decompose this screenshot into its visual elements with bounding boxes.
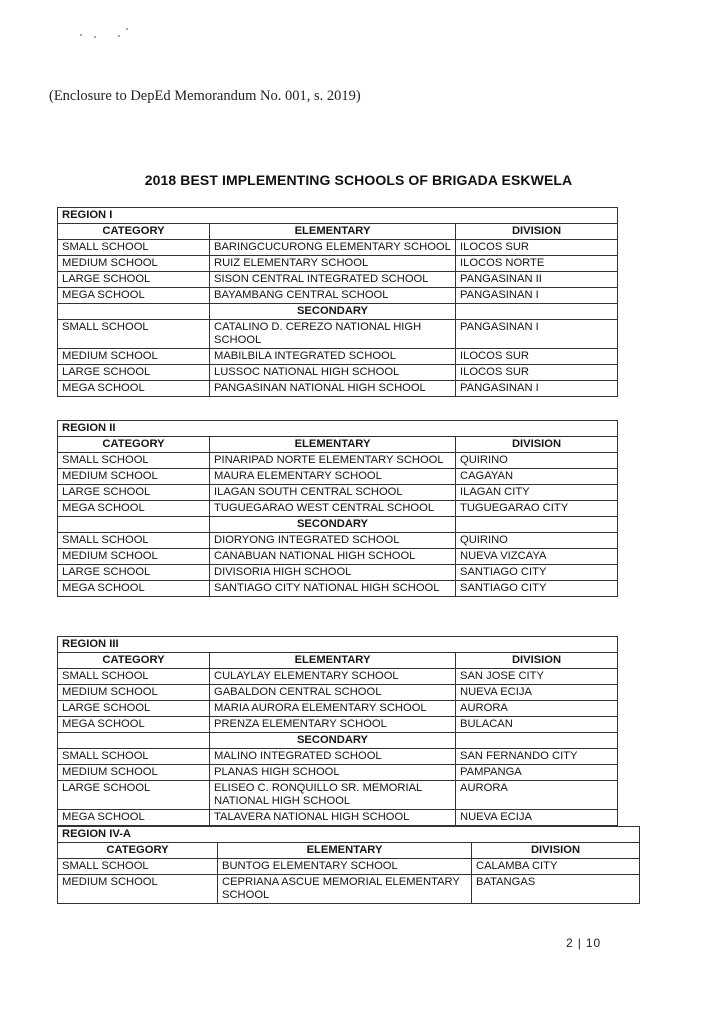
region-table-region-iv-a (57, 826, 640, 904)
school-cell: PRENZA ELEMENTARY SCHOOL (210, 717, 456, 733)
school-cell: CULAYLAY ELEMENTARY SCHOOL (210, 669, 456, 685)
page-number (566, 936, 601, 950)
page-total: 10 (585, 936, 602, 950)
table-row (58, 453, 618, 469)
header-elementary: ELEMENTARY (210, 437, 456, 453)
blank-cell (58, 517, 210, 533)
table-row (58, 256, 618, 272)
table-row (58, 701, 618, 717)
school-cell: MABILBILA INTEGRATED SCHOOL (210, 349, 456, 365)
table-row (58, 469, 618, 485)
school-cell: BAYAMBANG CENTRAL SCHOOL (210, 288, 456, 304)
table-row (58, 765, 618, 781)
category-cell: MEDIUM SCHOOL (58, 469, 210, 485)
table-row (58, 365, 618, 381)
enclosure-note: (Enclosure to DepEd Memorandum No. 001, s. 2019) (49, 88, 361, 104)
secondary-header-row (58, 304, 618, 320)
division-cell: PANGASINAN I (456, 381, 618, 397)
region-name-row (58, 421, 618, 437)
header-row (58, 843, 640, 859)
division-cell: ILOCOS SUR (456, 349, 618, 365)
scan-specks (44, 26, 144, 46)
header-row (58, 653, 618, 669)
category-cell: LARGE SCHOOL (58, 485, 210, 501)
header-division: DIVISION (456, 224, 618, 240)
header-division: DIVISION (472, 843, 640, 859)
division-cell: SANTIAGO CITY (456, 581, 618, 597)
header-row (58, 437, 618, 453)
region-table-region-iii (57, 636, 618, 826)
table-row (58, 501, 618, 517)
school-cell: BUNTOG ELEMENTARY SCHOOL (218, 859, 472, 875)
division-cell: ILOCOS SUR (456, 240, 618, 256)
category-cell: LARGE SCHOOL (58, 365, 210, 381)
school-cell: RUIZ ELEMENTARY SCHOOL (210, 256, 456, 272)
header-elementary: ELEMENTARY (210, 224, 456, 240)
division-cell: CALAMBA CITY (472, 859, 640, 875)
school-cell: SISON CENTRAL INTEGRATED SCHOOL (210, 272, 456, 288)
category-cell: LARGE SCHOOL (58, 272, 210, 288)
school-cell: CATALINO D. CEREZO NATIONAL HIGH SCHOOL (210, 320, 456, 349)
region-name-row (58, 827, 640, 843)
category-cell: MEGA SCHOOL (58, 288, 210, 304)
division-cell: BULACAN (456, 717, 618, 733)
category-cell: MEDIUM SCHOOL (58, 685, 210, 701)
region-name: REGION II (58, 421, 618, 437)
division-cell: TUGUEGARAO CITY (456, 501, 618, 517)
school-cell: DIORYONG INTEGRATED SCHOOL (210, 533, 456, 549)
category-cell: MEGA SCHOOL (58, 717, 210, 733)
school-cell: BARINGCUCURONG ELEMENTARY SCHOOL (210, 240, 456, 256)
category-cell: MEDIUM SCHOOL (58, 549, 210, 565)
region-table-region-ii (57, 420, 618, 597)
category-cell: MEGA SCHOOL (58, 810, 210, 826)
school-cell: LUSSOC NATIONAL HIGH SCHOOL (210, 365, 456, 381)
table-row (58, 749, 618, 765)
division-cell: SAN JOSE CITY (456, 669, 618, 685)
school-cell: ELISEO C. RONQUILLO SR. MEMORIAL NATIONAL HIGH SCHOOL (210, 781, 456, 810)
region-name-row (58, 637, 618, 653)
table-row (58, 669, 618, 685)
table-row (58, 875, 640, 904)
table-row (58, 859, 640, 875)
school-cell: CANABUAN NATIONAL HIGH SCHOOL (210, 549, 456, 565)
header-secondary: SECONDARY (210, 517, 456, 533)
school-cell: PINARIPAD NORTE ELEMENTARY SCHOOL (210, 453, 456, 469)
division-cell: PANGASINAN I (456, 320, 618, 349)
region-name-row (58, 208, 618, 224)
table-row (58, 810, 618, 826)
page-current: 2 (566, 936, 574, 950)
category-cell: MEDIUM SCHOOL (58, 875, 218, 904)
school-cell: TUGUEGARAO WEST CENTRAL SCHOOL (210, 501, 456, 517)
header-division: DIVISION (456, 437, 618, 453)
table-row (58, 349, 618, 365)
division-cell: NUEVA VIZCAYA (456, 549, 618, 565)
table-row (58, 381, 618, 397)
category-cell: MEGA SCHOOL (58, 501, 210, 517)
school-cell: MALINO INTEGRATED SCHOOL (210, 749, 456, 765)
division-cell: PANGASINAN I (456, 288, 618, 304)
division-cell: PAMPANGA (456, 765, 618, 781)
school-cell: SANTIAGO CITY NATIONAL HIGH SCHOOL (210, 581, 456, 597)
blank-cell (58, 304, 210, 320)
division-cell: PANGASINAN II (456, 272, 618, 288)
page-separator: | (577, 936, 582, 950)
category-cell: MEDIUM SCHOOL (58, 256, 210, 272)
table-row (58, 581, 618, 597)
division-cell: ILAGAN CITY (456, 485, 618, 501)
school-cell: ILAGAN SOUTH CENTRAL SCHOOL (210, 485, 456, 501)
category-cell: SMALL SCHOOL (58, 533, 210, 549)
category-cell: SMALL SCHOOL (58, 859, 218, 875)
region-name: REGION I (58, 208, 618, 224)
school-cell: CEPRIANA ASCUE MEMORIAL ELEMENTARY SCHOOL (218, 875, 472, 904)
division-cell: SAN FERNANDO CITY (456, 749, 618, 765)
category-cell: MEDIUM SCHOOL (58, 765, 210, 781)
school-cell: MAURA ELEMENTARY SCHOOL (210, 469, 456, 485)
category-cell: LARGE SCHOOL (58, 565, 210, 581)
category-cell: SMALL SCHOOL (58, 453, 210, 469)
category-cell: LARGE SCHOOL (58, 701, 210, 717)
category-cell: SMALL SCHOOL (58, 320, 210, 349)
blank-cell (456, 517, 618, 533)
table-row (58, 717, 618, 733)
division-cell: SANTIAGO CITY (456, 565, 618, 581)
school-cell: PANGASINAN NATIONAL HIGH SCHOOL (210, 381, 456, 397)
division-cell: BATANGAS (472, 875, 640, 904)
division-cell: QUIRINO (456, 453, 618, 469)
header-category: CATEGORY (58, 437, 210, 453)
division-cell: QUIRINO (456, 533, 618, 549)
table-row (58, 288, 618, 304)
category-cell: MEDIUM SCHOOL (58, 349, 210, 365)
table-row (58, 685, 618, 701)
table-row (58, 272, 618, 288)
blank-cell (456, 304, 618, 320)
header-row (58, 224, 618, 240)
table-row (58, 533, 618, 549)
region-name: REGION IV-A (58, 827, 640, 843)
division-cell: NUEVA ECIJA (456, 685, 618, 701)
region-name: REGION III (58, 637, 618, 653)
region-table-region-i (57, 207, 618, 397)
header-secondary: SECONDARY (210, 304, 456, 320)
division-cell: AURORA (456, 701, 618, 717)
division-cell: NUEVA ECIJA (456, 810, 618, 826)
header-division: DIVISION (456, 653, 618, 669)
school-cell: PLANAS HIGH SCHOOL (210, 765, 456, 781)
category-cell: SMALL SCHOOL (58, 669, 210, 685)
school-cell: GABALDON CENTRAL SCHOOL (210, 685, 456, 701)
category-cell: SMALL SCHOOL (58, 240, 210, 256)
table-row (58, 781, 618, 810)
table-row (58, 320, 618, 349)
header-elementary: ELEMENTARY (218, 843, 472, 859)
table-row (58, 485, 618, 501)
header-category: CATEGORY (58, 843, 218, 859)
secondary-header-row (58, 517, 618, 533)
category-cell: LARGE SCHOOL (58, 781, 210, 810)
blank-cell (58, 733, 210, 749)
header-category: CATEGORY (58, 653, 210, 669)
table-row (58, 549, 618, 565)
blank-cell (456, 733, 618, 749)
header-category: CATEGORY (58, 224, 210, 240)
school-cell: MARIA AURORA ELEMENTARY SCHOOL (210, 701, 456, 717)
table-row (58, 240, 618, 256)
document-title: 2018 BEST IMPLEMENTING SCHOOLS OF BRIGADA ESKWELA (144, 172, 573, 188)
school-cell: DIVISORIA HIGH SCHOOL (210, 565, 456, 581)
header-secondary: SECONDARY (210, 733, 456, 749)
category-cell: MEGA SCHOOL (58, 381, 210, 397)
table-row (58, 565, 618, 581)
school-cell: TALAVERA NATIONAL HIGH SCHOOL (210, 810, 456, 826)
header-elementary: ELEMENTARY (210, 653, 456, 669)
division-cell: ILOCOS NORTE (456, 256, 618, 272)
category-cell: SMALL SCHOOL (58, 749, 210, 765)
secondary-header-row (58, 733, 618, 749)
division-cell: ILOCOS SUR (456, 365, 618, 381)
division-cell: AURORA (456, 781, 618, 810)
category-cell: MEGA SCHOOL (58, 581, 210, 597)
division-cell: CAGAYAN (456, 469, 618, 485)
